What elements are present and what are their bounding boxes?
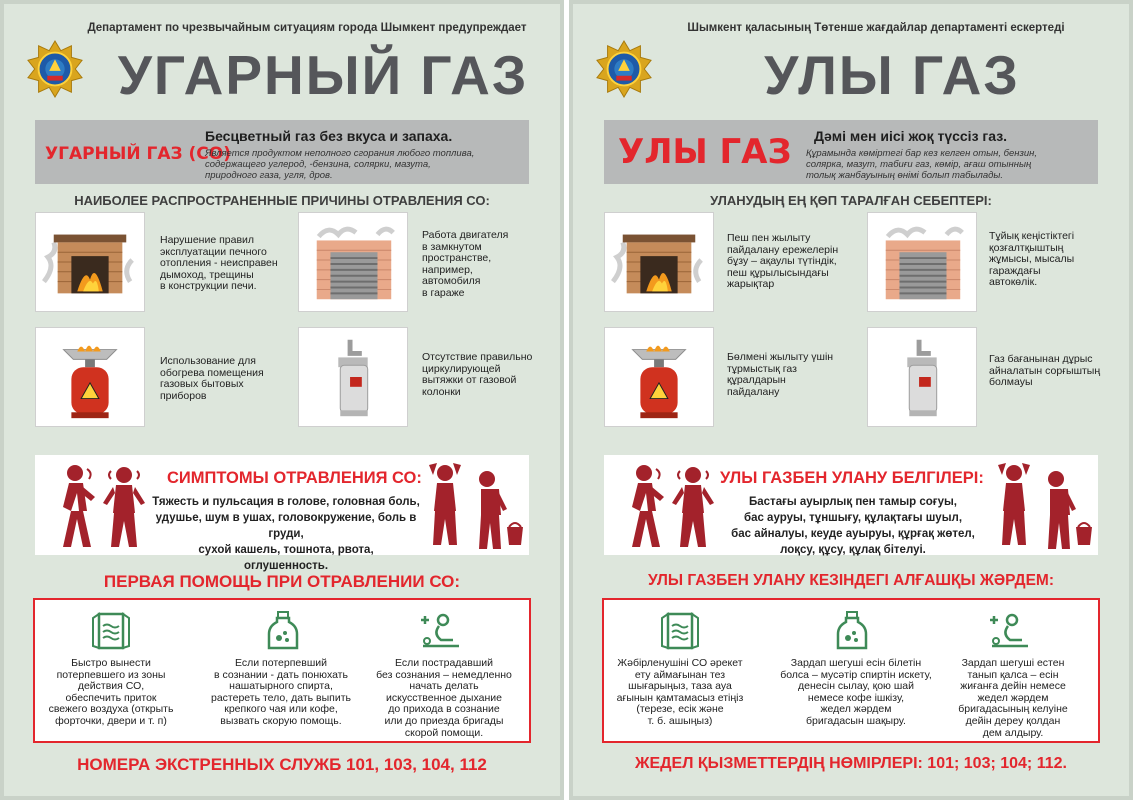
headache-person-icon: [423, 461, 467, 547]
symptoms-box: [604, 455, 1098, 555]
cause-text-2: Работа двигателя в замкнутом пространстве, например, автомобиля в гараже: [422, 229, 509, 299]
cause-text-1: Нарушение правил эксплуатации печного отопления - неисправен дымоход, трещины в конструкции печи.: [160, 234, 278, 292]
poster-title: УГАРНЫЙ ГАЗ: [117, 44, 529, 106]
vomiting-person-icon: [1040, 465, 1096, 551]
fireplace-smoke-icon: [605, 213, 713, 311]
gas-boiler-icon: [299, 328, 407, 426]
gas-cylinder-heater-icon: [36, 328, 144, 426]
department-caption: Шымкент қаласының Төтенше жағдайлар департаменті ескертеді: [687, 22, 1065, 34]
definition-text: Құрамында көміртегі бар кез келген отын, бензин, солярка, мазут, табиғи газ, көмір, ағаш отынның толық жанбауының өнімі болып табылады.: [806, 148, 1038, 181]
emergency-numbers: НОМЕРА ЭКСТРЕННЫХ СЛУЖБ 101, 103, 104, 112: [77, 755, 487, 774]
first-aid-heading: ПЕРВАЯ ПОМОЩЬ ПРИ ОТРАВЛЕНИИ СО:: [103, 572, 461, 591]
department-caption: Департамент по чрезвычайным ситуациям города Шымкент предупреждает: [87, 22, 527, 34]
garage-exhaust-icon: [868, 213, 976, 311]
headache-person-icon: [992, 461, 1036, 547]
artificial-respiration-icon: [984, 610, 1032, 650]
ammonia-bottle-icon: [263, 610, 303, 650]
first-aid-box: [33, 598, 531, 743]
causes-heading: УЛАНУДЫҢ ЕҢ ҚӨП ТАРАЛҒАН СЕБЕПТЕРІ:: [710, 193, 992, 208]
cause-text-3: Использование для обогрева помещения газовых бытовых приборов: [160, 355, 264, 402]
poster-title: УЛЫ ГАЗ: [764, 44, 1020, 106]
symptoms-text: Тяжесть и пульсация в голове, головная боль, удушье, шум в ушах, головокружение, боль в груди, сухой кашель, тошнота, рвота, оглушенность.: [152, 496, 420, 572]
coughing-person-icon: [612, 463, 668, 549]
gas-name: УЛЫ ГАЗ: [618, 132, 792, 172]
cause-card-gas-boiler: [867, 327, 977, 427]
cause-card-garage: [298, 212, 408, 312]
first-aid-text-2: Если потерпевший в сознании - дать понюхать нашатырного спирта, растереть тело, дать выпить крепкого чая или кофе, вызвать скорую помощь.: [211, 657, 351, 727]
first-aid-heading: УЛЫ ГАЗБЕН УЛАНУ КЕЗІНДЕГІ АЛҒАШҚЫ ЖӘРДЕМ:: [648, 572, 1054, 589]
ammonia-bottle-icon: [832, 610, 872, 650]
cause-text-3: Бөлмені жылыту үшін тұрмыстық газ құралдарын пайдалану: [727, 351, 834, 398]
cause-card-garage: [867, 212, 977, 312]
fireplace-smoke-icon: [36, 213, 144, 311]
cause-card-gas-boiler: [298, 327, 408, 427]
dizzy-person-icon: [668, 463, 718, 549]
artificial-respiration-icon: [415, 610, 463, 650]
causes-heading: НАИБОЛЕЕ РАСПРОСТРАНЕННЫЕ ПРИЧИНЫ ОТРАВЛЕНИЯ СО:: [74, 193, 490, 208]
cause-text-2: Тұйық кеңістіктегі қозғалтқыштың жұмысы, мысалы гараждағы автокөлік.: [989, 230, 1075, 288]
definition-box: [604, 120, 1098, 184]
vomiting-person-icon: [471, 465, 527, 551]
definition-text: Является продуктом неполного сгорания любого топлива, содержащего углерод, -бензина, солярки, мазута, природного газа, угля, дров.: [205, 148, 475, 181]
definition-heading: Бесцветный газ без вкуса и запаха.: [205, 128, 453, 144]
first-aid-text-2: Зардап шегуші есін білетін болса – мусәтір спиртін искету, денесін сылау, қою шай немесе кофе ішкізу, жедел жәрдем бригадасын шақыру.: [780, 657, 932, 727]
open-window-icon: [91, 610, 131, 650]
open-window-icon: [660, 610, 700, 650]
cause-text-1: Пеш пен жылыту пайдалану ережелерін бұзу – ақаулы түтіндік, пеш құрылысындағы жарықтар: [727, 232, 839, 290]
cause-text-4: Газ бағанынан дұрыс айналатын сорғыштың болмауы: [989, 353, 1101, 388]
symptoms-text: Бастағы ауырлық пен тамыр соғуы, бас ауруы, тұншығу, құлақтағы шуыл, бас айналуы, кеуде ауыруы, құрғақ жөтел, лоқсу, құсу, құлақ бітелуі.: [731, 496, 975, 556]
cause-card-gas-cylinder: [35, 327, 145, 427]
first-aid-box: [602, 598, 1100, 743]
definition-box: [35, 120, 529, 184]
emergency-emblem-icon: [26, 40, 84, 98]
poster-kazakh: [569, 0, 1133, 800]
symptoms-heading: СИМПТОМЫ ОТРАВЛЕНИЯ СО:: [167, 469, 422, 487]
garage-exhaust-icon: [299, 213, 407, 311]
poster-russian: [0, 0, 564, 800]
gas-cylinder-heater-icon: [605, 328, 713, 426]
first-aid-text-1: Жәбірленушіні СО әрекет ету аймағынан тез шығарыңыз, таза ауа ағынын қамтамасыз етіңіз (терезе, есік және т. б. ашыңыз): [616, 657, 744, 727]
first-aid-text-1: Быстро вынести потерпевшего из зоны действия СО, обеспечить приток свежего воздуха (открыть форточки, двери и т. п): [48, 657, 174, 727]
symptoms-box: [35, 455, 529, 572]
symptoms-heading: УЛЫ ГАЗБЕН УЛАНУ БЕЛГІЛЕРІ:: [720, 469, 984, 487]
gas-name: УГАРНЫЙ ГАЗ (СО): [45, 144, 231, 164]
cause-card-fireplace: [35, 212, 145, 312]
coughing-person-icon: [43, 463, 99, 549]
cause-card-fireplace: [604, 212, 714, 312]
gas-boiler-icon: [868, 328, 976, 426]
emergency-emblem-icon: [595, 40, 653, 98]
definition-heading: Дәмі мен иісі жоқ түссіз газ.: [814, 128, 1008, 144]
cause-text-4: Отсутствие правильно циркулирующей вытяжки от газовой колонки: [422, 351, 533, 398]
first-aid-text-3: Если пострадавший без сознания – немедленно начать делать искусственное дыхание до прихода в сознание или до приезда бригады скорой помощи.: [376, 657, 512, 739]
emergency-numbers: ЖЕДЕЛ ҚЫЗМЕТТЕРДІҢ НӨМІРЛЕРІ: 101; 103; 104; 112.: [635, 755, 1067, 772]
first-aid-text-3: Зардап шегуші естен танып қалса – есін жиғанға дейін немесе жедел жәрдем бригадасының келуіне дейін дереу қолдан дем алдыру.: [958, 657, 1068, 739]
cause-card-gas-cylinder: [604, 327, 714, 427]
